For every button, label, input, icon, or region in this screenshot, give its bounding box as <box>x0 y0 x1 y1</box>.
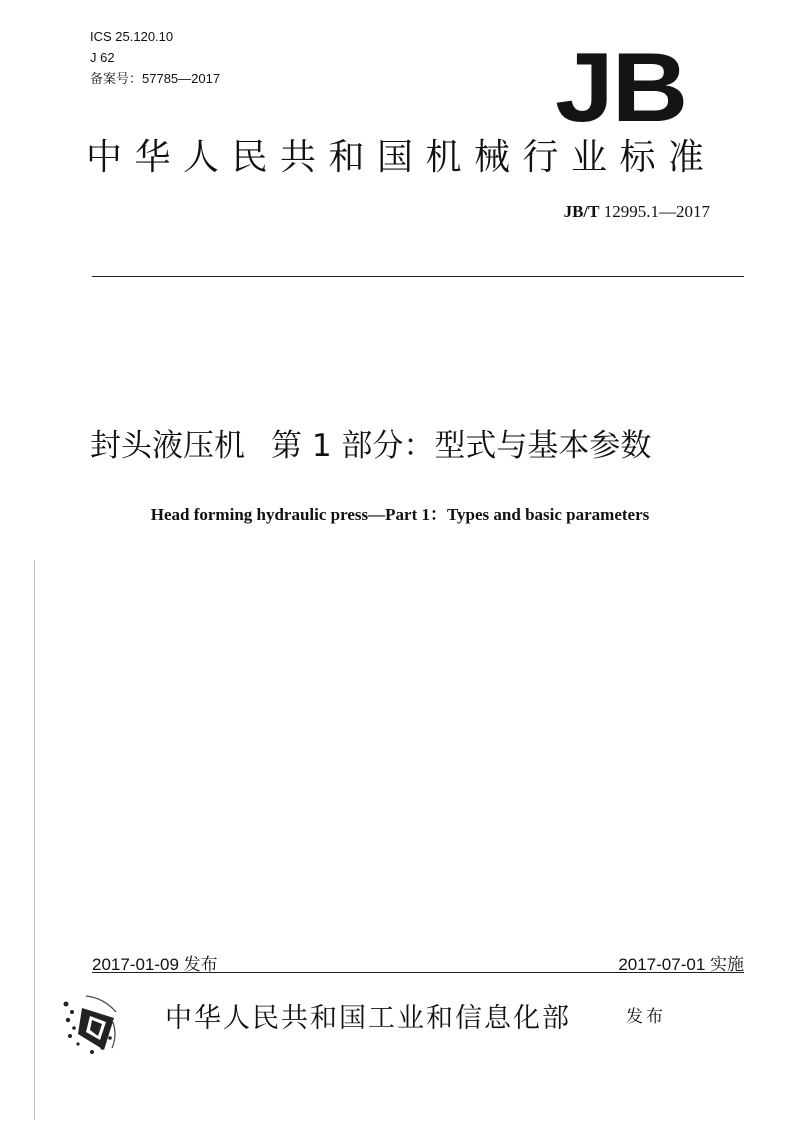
org-title: 中华人民共和国机械行业标准 <box>86 137 717 178</box>
bottom-rule <box>92 972 744 973</box>
top-rule <box>92 276 744 277</box>
j-code: J 62 <box>90 50 115 65</box>
scan-edge-line <box>34 560 35 1120</box>
chinese-title-main: 封头液压机 <box>90 428 245 464</box>
ministry-seal-icon <box>52 990 124 1062</box>
standard-number <box>564 202 710 222</box>
chinese-title <box>90 428 651 465</box>
publish-date: 2017-01-09 发布 <box>92 955 218 974</box>
publish-label: 发布 <box>626 1007 666 1027</box>
ministry-name: 中华人民共和国工业和信息化部 <box>165 1003 571 1034</box>
record-number: 备案号：57785—2017 <box>90 71 221 86</box>
chinese-title-part: 第 1 部分：型式与基本参数 <box>271 428 652 464</box>
jb-logo: JB <box>555 32 686 142</box>
implement-date: 2017-07-01 实施 <box>618 955 744 974</box>
standard-number-value: 12995.1—2017 <box>603 202 710 221</box>
standard-prefix: JB/T <box>563 202 600 221</box>
english-title: Head forming hydraulic press—Part 1：Types and basic parameters <box>150 505 650 524</box>
ics-code: ICS 25.120.10 <box>90 29 174 44</box>
